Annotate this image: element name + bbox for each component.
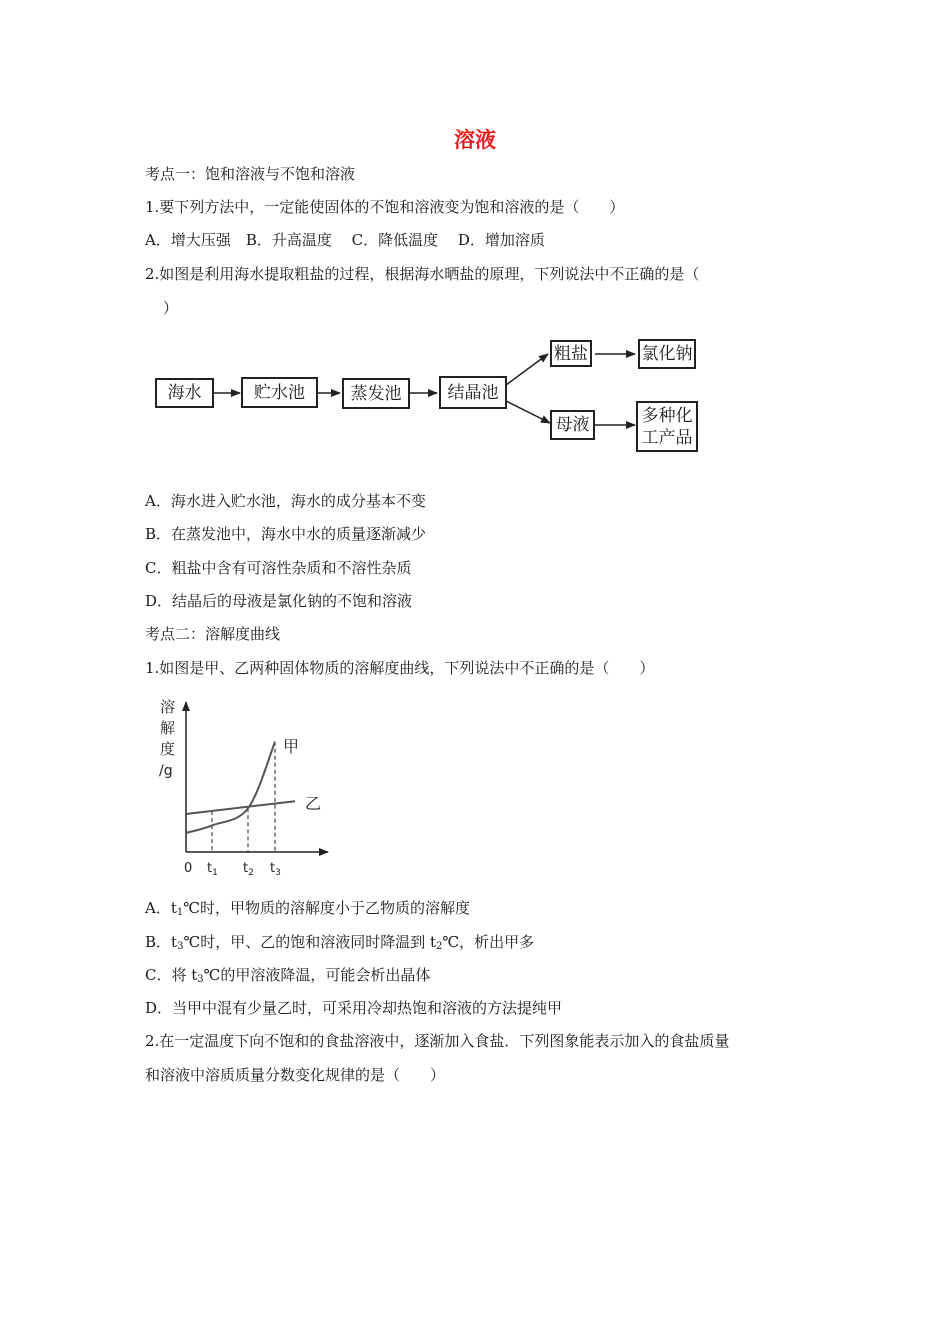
origin-label: 0 xyxy=(184,861,193,876)
x-tick-label: $t_3$ xyxy=(270,861,281,878)
s2-q1-stem: 1.如图是甲、乙两种固体物质的溶解度曲线，下列说法中不正确的是（ ） xyxy=(145,659,655,677)
series-label-yi: 乙 xyxy=(305,794,322,814)
arrow-crystallization-mother-liquor xyxy=(506,401,550,423)
y-label-char-1: 溶 xyxy=(160,698,176,716)
y-label-char-2: 解 xyxy=(160,719,176,737)
s1-q1-stem: 1.要下列方法中，一定能使固体的不饱和溶液变为饱和溶液的是（ ） xyxy=(145,198,625,216)
page-title: 溶液 xyxy=(454,128,496,152)
s1-q2-option-b: B．在蒸发池中，海水中水的质量逐渐减少 xyxy=(145,525,427,543)
s2-q1-option-d: D．当甲中混有少量乙时，可采用冷却热饱和溶液的方法提纯甲 xyxy=(145,999,563,1017)
s1-q2-option-d: D．结晶后的母液是氯化钠的不饱和溶液 xyxy=(145,592,413,610)
series-line-yi xyxy=(186,801,295,814)
flow-box-sodium-chloride: 氯化钠 xyxy=(638,339,696,369)
s2-q2-stem-line2: 和溶液中溶质质量分数变化规律的是（ ） xyxy=(145,1066,446,1084)
flow-box-chemical-products xyxy=(636,401,698,452)
flow-box-crystallization-pond: 结晶池 xyxy=(439,376,507,409)
series-label-jia: 甲 xyxy=(283,736,300,756)
flow-box-evaporation-pond: 蒸发池 xyxy=(342,378,410,409)
arrow-crystallization-crude-salt xyxy=(506,354,548,385)
y-label-char-3: 度 xyxy=(160,740,176,758)
s1-q2-option-c: C．粗盐中含有可溶性杂质和不溶性杂质 xyxy=(145,559,412,577)
flow-box-storage-pond: 贮水池 xyxy=(241,377,318,408)
section-1-heading: 考点一：饱和溶液与不饱和溶液 xyxy=(145,165,356,183)
y-label-char-4: /g xyxy=(159,763,173,779)
s2-q1-option-c: C．将 $t_3℃$的甲溶液降温，可能会析出晶体 xyxy=(145,966,431,985)
flow-box-crude-salt: 粗盐 xyxy=(550,340,592,367)
s1-q1-options: A．增大压强 B．升高温度 C．降低温度 D．增加溶质 xyxy=(145,231,545,249)
flow-box-mother-liquor: 母液 xyxy=(550,410,595,440)
solubility-chart xyxy=(150,690,340,885)
section-2-heading: 考点二：溶解度曲线 xyxy=(145,625,281,643)
salt-flow-diagram xyxy=(150,335,710,465)
flow-box-seawater: 海水 xyxy=(155,378,214,408)
s2-q1-option-b: B．$t_3℃$时，甲、乙的饱和溶液同时降温到 $t_2℃$，析出甲多 xyxy=(145,933,535,952)
s1-q2-option-a: A．海水进入贮水池，海水的成分基本不变 xyxy=(145,492,426,510)
s2-q2-stem-line1: 2.在一定温度下向不饱和的食盐溶液中，逐渐加入食盐．下列图象能表示加入的食盐质量 xyxy=(145,1032,730,1050)
products-line-2: 工产品 xyxy=(641,427,693,448)
s1-q2-stem-line1: 2.如图是利用海水提取粗盐的过程，根据海水晒盐的原理，下列说法中不正确的是（ xyxy=(145,265,700,283)
s1-q2-stem-line2: ） xyxy=(163,299,179,317)
series-line-jia xyxy=(186,742,275,833)
products-line-1: 多种化 xyxy=(641,405,693,426)
x-tick-label: $t_1$ xyxy=(207,861,218,878)
x-tick-label: $t_2$ xyxy=(243,861,254,878)
s2-q1-option-a: A．$t_1℃$时，甲物质的溶解度小于乙物质的溶解度 xyxy=(145,899,471,918)
